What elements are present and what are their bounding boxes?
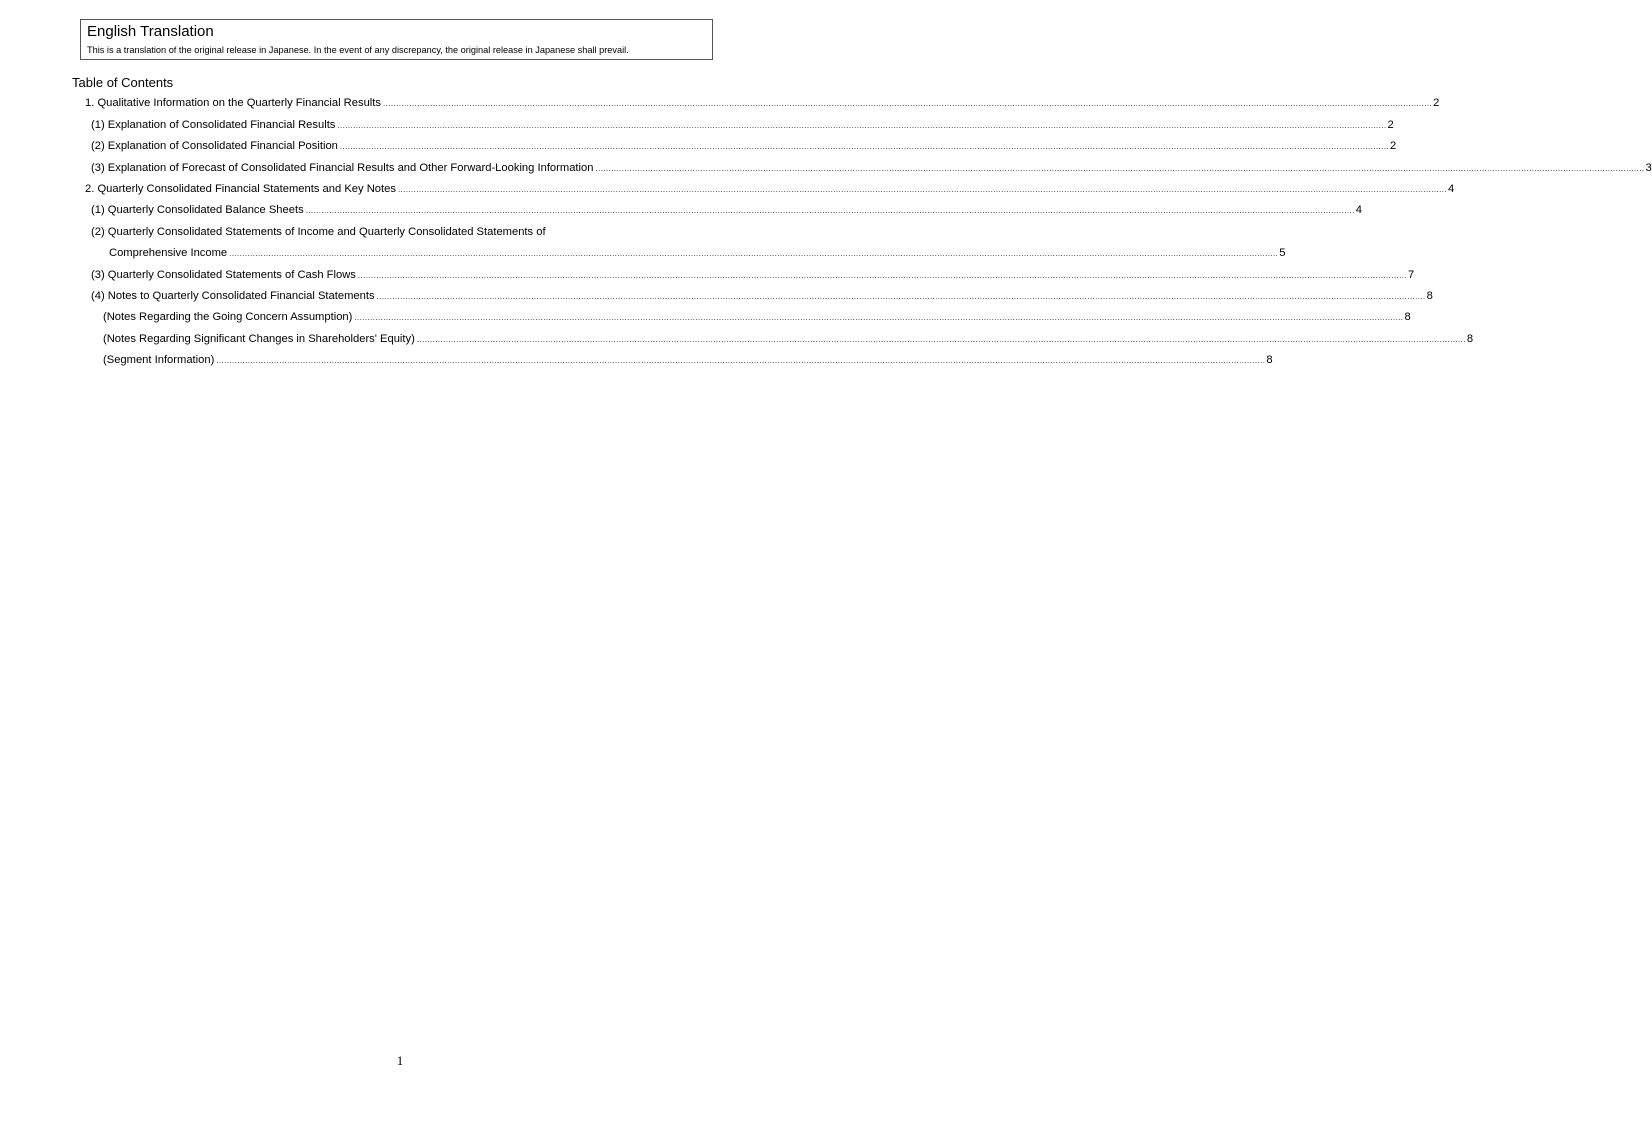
toc-entry-page: 4 (1448, 182, 1455, 195)
toc-entry[interactable] (0, 306, 1411, 327)
toc-leader-dots: ................................................................................................................................................................................................................................................................................................................................................................................................................ (376, 291, 1426, 301)
toc-entry-page: 8 (1466, 332, 1474, 345)
toc-leader-dots: ................................................................................................................................................................................................................................................................................................................................................................................................................ (337, 120, 1387, 130)
toc-entry[interactable] (0, 349, 1273, 370)
toc-entry[interactable] (0, 220, 723, 241)
toc-entry-page: 7 (1407, 268, 1415, 281)
toc-entry-label: 1. Qualitative Information on the Quarterly Financial Results (85, 97, 381, 110)
toc-entry-page: 8 (1266, 354, 1273, 367)
toc-heading: Table of Contents (72, 75, 174, 90)
toc-entry-label: (1) Quarterly Consolidated Balance Sheets (91, 204, 304, 217)
toc-leader-dots: ................................................................................................................................................................................................................................................................................................................................................................................................................ (383, 99, 1433, 109)
toc-entry[interactable] (0, 285, 1433, 306)
toc-entry-label: (4) Notes to Quarterly Consolidated Financial Statements (91, 289, 375, 302)
toc-entry-label: (3) Explanation of Forecast of Consolidated Financial Results and Other Forward-Looking Information (91, 161, 594, 174)
toc-entry-label: (1) Explanation of Consolidated Financial Results (91, 118, 336, 131)
toc-entry-page: 3 (1645, 161, 1652, 174)
notice-title: English Translation (87, 23, 214, 40)
toc-entry-page: 2 (1387, 118, 1394, 131)
toc-entry[interactable] (0, 178, 1455, 199)
toc-leader-dots: ................................................................................................................................................................................................................................................................................................................................................................................................................ (416, 334, 1466, 344)
toc-leader-dots: ................................................................................................................................................................................................................................................................................................................................................................................................................ (216, 356, 1266, 366)
toc-entry[interactable] (0, 199, 1362, 220)
toc-entry-page: 8 (1426, 289, 1433, 302)
table-of-contents (0, 92, 1652, 370)
toc-entry-label: (Notes Regarding Significant Changes in Shareholders' Equity) (103, 332, 415, 345)
toc-entry-label: (2) Quarterly Consolidated Statements of Income and Quarterly Consolidated Statements of (91, 225, 546, 238)
toc-entry-label: 2. Quarterly Consolidated Financial Statements and Key Notes (85, 182, 396, 195)
toc-entry[interactable] (0, 242, 1286, 263)
toc-leader-dots: ................................................................................................................................................................................................................................................................................................................................................................................................................ (397, 184, 1447, 194)
toc-leader-dots: ................................................................................................................................................................................................................................................................................................................................................................................................................ (354, 313, 1404, 323)
notice-text: This is a translation of the original release in Japanese. In the event of any discrepancy, the original release in Japanese shall prevail. (87, 45, 629, 55)
toc-entry[interactable] (0, 135, 1397, 156)
toc-entry-page: 8 (1404, 311, 1411, 324)
toc-leader-dots: ................................................................................................................................................................................................................................................................................................................................................................................................................ (229, 249, 1279, 259)
toc-entry[interactable] (0, 113, 1394, 134)
toc-entry-label: (3) Quarterly Consolidated Statements of Cash Flows (91, 268, 356, 281)
toc-entry-page: 2 (1389, 140, 1397, 153)
toc-entry-label: (Segment Information) (103, 354, 215, 367)
toc-entry-page: 4 (1355, 204, 1362, 217)
toc-leader-dots: ................................................................................................................................................................................................................................................................................................................................................................................................................ (357, 270, 1407, 280)
toc-entry-label: Comprehensive Income (109, 247, 228, 260)
toc-entry[interactable] (0, 263, 1415, 284)
toc-leader-dots: ................................................................................................................................................................................................................................................................................................................................................................................................................ (339, 142, 1389, 152)
toc-entry-label: (Notes Regarding the Going Concern Assumption) (103, 311, 353, 324)
toc-entry[interactable] (0, 156, 1652, 177)
toc-entry[interactable] (0, 327, 1474, 348)
toc-leader-dots: ................................................................................................................................................................................................................................................................................................................................................................................................................ (305, 206, 1355, 216)
toc-entry-page: 5 (1279, 247, 1286, 260)
toc-entry[interactable] (0, 92, 1440, 113)
translation-notice-box (80, 19, 713, 60)
toc-entry-label: (2) Explanation of Consolidated Financial Position (91, 140, 338, 153)
page-number: 1 (396, 1053, 404, 1068)
toc-leader-dots: ................................................................................................................................................................................................................................................................................................................................................................................................................ (595, 163, 1645, 173)
toc-entry-page: 2 (1433, 97, 1440, 110)
